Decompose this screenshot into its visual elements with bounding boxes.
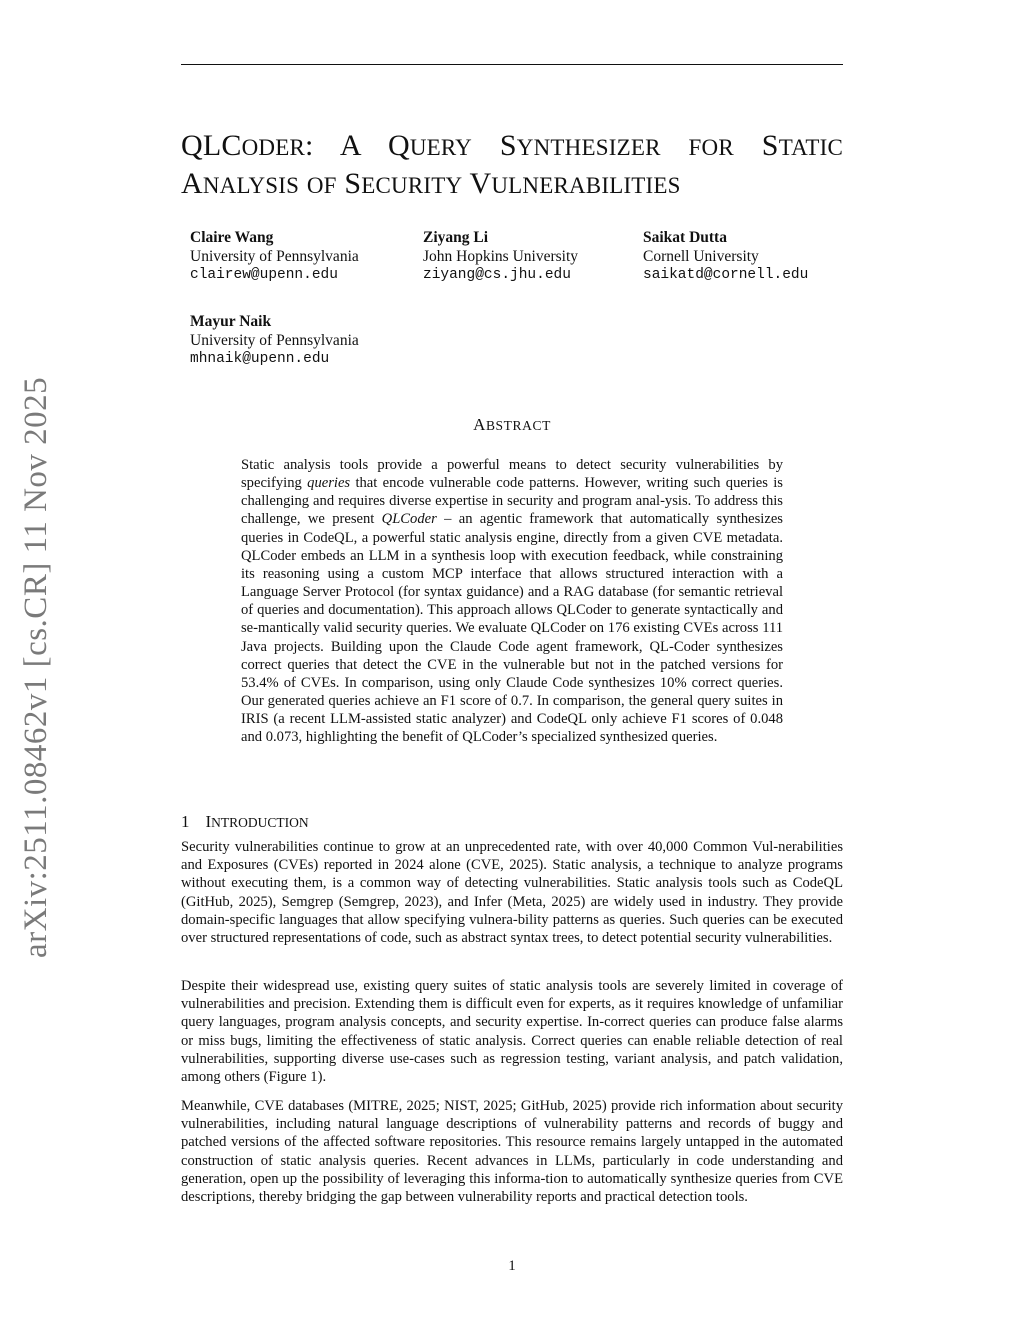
title-word: OF <box>306 173 337 198</box>
top-rule <box>181 64 843 65</box>
abstract-text-run: Static analysis tools provide a powerful means to detect security vulnerabilities by specifying <box>241 457 783 492</box>
author-affiliation: John Hopkins University <box>423 248 578 265</box>
title-word: S <box>761 129 779 162</box>
title-word: V <box>469 167 492 200</box>
abstract-heading <box>0 415 1024 435</box>
section-title: I <box>205 812 212 831</box>
author-email[interactable]: saikatd@cornell.edu <box>643 267 809 283</box>
title-word: ULNERABILITIES <box>491 173 681 198</box>
abstract-heading-text: BSTRACT <box>485 418 551 433</box>
author-affiliation: University of Pennsylvania <box>190 248 359 265</box>
paper-title <box>181 128 843 204</box>
title-word: FOR <box>688 135 734 160</box>
author-name: Saikat Dutta <box>643 229 727 246</box>
author-name: Mayur Naik <box>190 313 272 330</box>
title-word: QLC <box>181 129 242 162</box>
section-number: 1 <box>181 812 190 831</box>
author-block <box>190 312 359 369</box>
author-email[interactable]: clairew@upenn.edu <box>190 267 338 283</box>
intro-paragraph: Security vulnerabilities continue to grow at an unprecedented rate, with over 40,000 Common Vul-nerabilities and Exposures (CVEs) reported in 2024 alone (CVE, 2025). Static analysis, a technique to analyze programs without executing them, is a common way of detecting vulnerabilities. Static analysis tools such as CodeQL (GitHub, 2025), Semgrep (Semgrep, 2023), and Infer (Meta, 2025) are widely used in industry. They provide domain-specific languages that allow specifying vulnera-bility patterns as queries. Such queries can be executed over structured representations of code, such as abstract syntax trees, to detect potential security vulnerabilities. <box>181 839 843 947</box>
author-name: Ziyang Li <box>423 229 489 246</box>
author-block <box>643 228 808 285</box>
intro-paragraph: Despite their widespread use, existing query suites of static analysis tools are severely limited in coverage of vulnerabilities and precision. Extending them is difficult even for experts, as it requires knowledge of unfamiliar query languages, program analysis concepts, and security expertise. In-correct queries can produce false alarms or miss bugs, limiting the effectiveness of static analysis. Correct queries can enable reliable detection of real vulnerabilities, supporting diverse use-cases such as regression testing, variant analysis, and patch validation, among others (Figure 1). <box>181 978 843 1086</box>
arxiv-identifier-stamp[interactable]: arXiv:2511.08462v1 [cs.CR] 11 Nov 2025 <box>18 376 54 958</box>
title-word: A <box>181 167 203 200</box>
title-word: : <box>305 129 314 162</box>
author-email[interactable]: ziyang@cs.jhu.edu <box>423 267 571 283</box>
abstract-emphasis: QLCoder <box>381 511 437 528</box>
title-word: S <box>344 167 362 200</box>
title-word: ODER <box>241 135 306 160</box>
title-word: S <box>499 129 517 162</box>
author-affiliation: University of Pennsylvania <box>190 332 359 349</box>
title-line-1 <box>181 128 843 166</box>
title-word: UERY <box>409 135 472 160</box>
author-affiliation: Cornell University <box>643 248 759 265</box>
author-block <box>423 228 578 285</box>
title-line-2 <box>181 166 843 204</box>
abstract-heading-text: A <box>473 415 486 434</box>
page-number: 1 <box>508 1258 516 1274</box>
title-word: A <box>339 129 361 162</box>
title-word: YNTHESIZER <box>516 135 661 160</box>
abstract-text-run: – an agentic framework that automatically synthesizes queries in CodeQL, a powerful static analysis engine, directly from a given CVE metadata. QLCoder embeds an LLM in a synthesis loop with execution feedback, while constraining its reasoning using a custom MCP interface that allows structured interaction with a Language Server Protocol (for syntax guidance) and a RAG database (for semantic retrieval of queries and documentation). This approach allows QLCoder to generate syntactically and se-mantically valid security queries. We evaluate QLCoder on 176 existing CVEs across 111 Java projects. Building upon the Claude Code agent framework, QL-Coder synthesizes correct queries that detect the CVE in the vulnerable but not in the patched versions for 53.4% of CVEs. In comparison, using only Claude Code synthesizes 10% correct queries. Our generated queries achieve an F1 score of 0.7. In comparison, the general query suites in IRIS (a recent LLM-assisted static analyzer) and CodeQL only achieve F1 scores of 0.048 and 0.073, highlighting the benefit of QLCoder’s specialized synthesized queries. <box>241 511 783 746</box>
section-heading-introduction <box>181 812 309 832</box>
title-word: ECURITY <box>361 173 463 198</box>
abstract-text <box>241 456 783 747</box>
intro-paragraph: Meanwhile, CVE databases (MITRE, 2025; NIST, 2025; GitHub, 2025) provide rich information about security vulnerabilities, including natural language descriptions of vulnerability patterns and records of buggy and patched versions of the affected software repositories. This resource remains largely untapped in the automated construction of static analysis queries. Recent advances in LLMs, particularly in code understanding and generation, open up the possibility of leveraging this informa-tion to automatically synthesize queries from CVE descriptions, thereby bridging the gap between vulnerability reports and practical detection tools. <box>181 1098 843 1206</box>
author-email[interactable]: mhnaik@upenn.edu <box>190 351 330 367</box>
abstract-text-run: that encode vulnerable code patterns. However, writing such queries is challenging and requires diverse expertise in security and program anal-ysis. To address this challenge, we present <box>241 475 783 528</box>
abstract-emphasis: queries <box>307 475 351 492</box>
author-name: Claire Wang <box>190 229 274 246</box>
title-word: TATIC <box>778 135 844 160</box>
title-word: NALYSIS <box>202 173 300 198</box>
title-word: Q <box>387 129 410 162</box>
section-title: NTRODUCTION <box>211 815 309 830</box>
author-block <box>190 228 359 285</box>
